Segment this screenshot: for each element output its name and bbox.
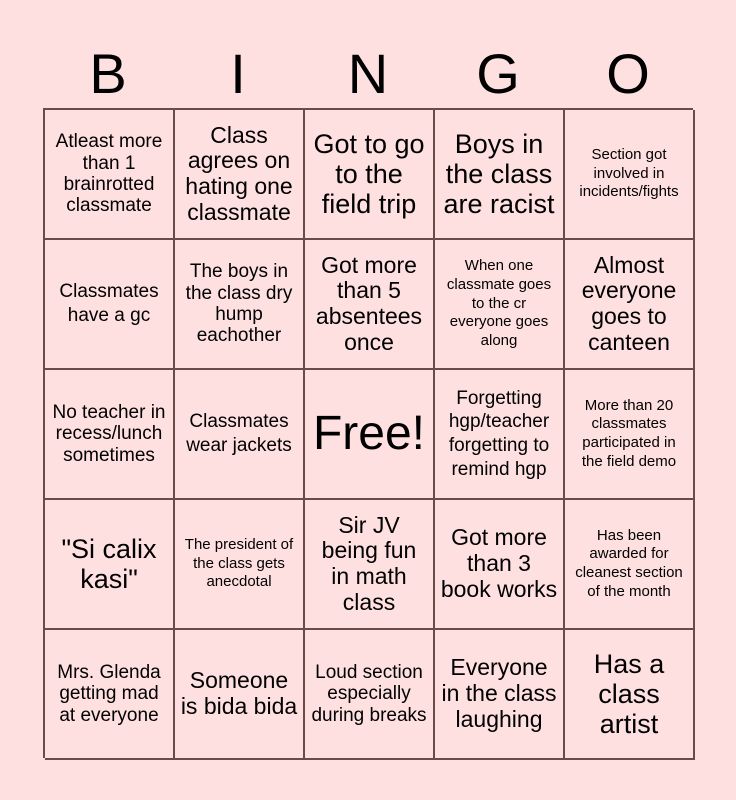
header-letter-g: G (476, 42, 520, 105)
bingo-cell[interactable]: Has been awarded for cleanest section of the month (565, 500, 695, 630)
bingo-cell[interactable]: Got more than 5 absentees once (305, 240, 435, 370)
bingo-cell[interactable]: Section got involved in incidents/fights (565, 110, 695, 240)
bingo-cell[interactable]: Got to go to the field trip (305, 110, 435, 240)
header-letter-n: N (347, 42, 389, 105)
bingo-cell[interactable]: Has a class artist (565, 630, 695, 760)
bingo-cell[interactable]: No teacher in recess/lunch sometimes (45, 370, 175, 500)
bingo-cell[interactable]: Class agrees on hating one classmate (175, 110, 305, 240)
bingo-cell[interactable]: Sir JV being fun in math class (305, 500, 435, 630)
bingo-cell[interactable]: Classmates wear jackets (175, 370, 305, 500)
header-letter-i: I (230, 42, 246, 105)
bingo-cell[interactable]: Got more than 3 book works (435, 500, 565, 630)
bingo-cell[interactable]: Almost everyone goes to canteen (565, 240, 695, 370)
bingo-cell[interactable]: Classmates have a gc (45, 240, 175, 370)
bingo-cell[interactable]: Forgetting hgp/teacher forgetting to remind hgp (435, 370, 565, 500)
header-letter-o: O (606, 42, 650, 105)
bingo-cell[interactable]: When one classmate goes to the cr everyone goes along (435, 240, 565, 370)
bingo-cell[interactable]: Everyone in the class laughing (435, 630, 565, 760)
bingo-card-grid (43, 108, 693, 758)
header-letter-b: B (89, 42, 127, 105)
bingo-cell[interactable]: More than 20 classmates participated in the field demo (565, 370, 695, 500)
bingo-header (43, 40, 693, 108)
bingo-cell[interactable]: Mrs. Glenda getting mad at everyone (45, 630, 175, 760)
bingo-cell[interactable]: Boys in the class are racist (435, 110, 565, 240)
bingo-cell[interactable]: Loud section especially during breaks (305, 630, 435, 760)
bingo-cell[interactable]: The boys in the class dry hump eachother (175, 240, 305, 370)
free-space[interactable]: Free! (305, 370, 435, 500)
bingo-cell[interactable]: Someone is bida bida (175, 630, 305, 760)
bingo-cell[interactable]: Atleast more than 1 brainrotted classmate (45, 110, 175, 240)
bingo-cell[interactable]: "Si calix kasi" (45, 500, 175, 630)
bingo-cell[interactable]: The president of the class gets anecdotal (175, 500, 305, 630)
